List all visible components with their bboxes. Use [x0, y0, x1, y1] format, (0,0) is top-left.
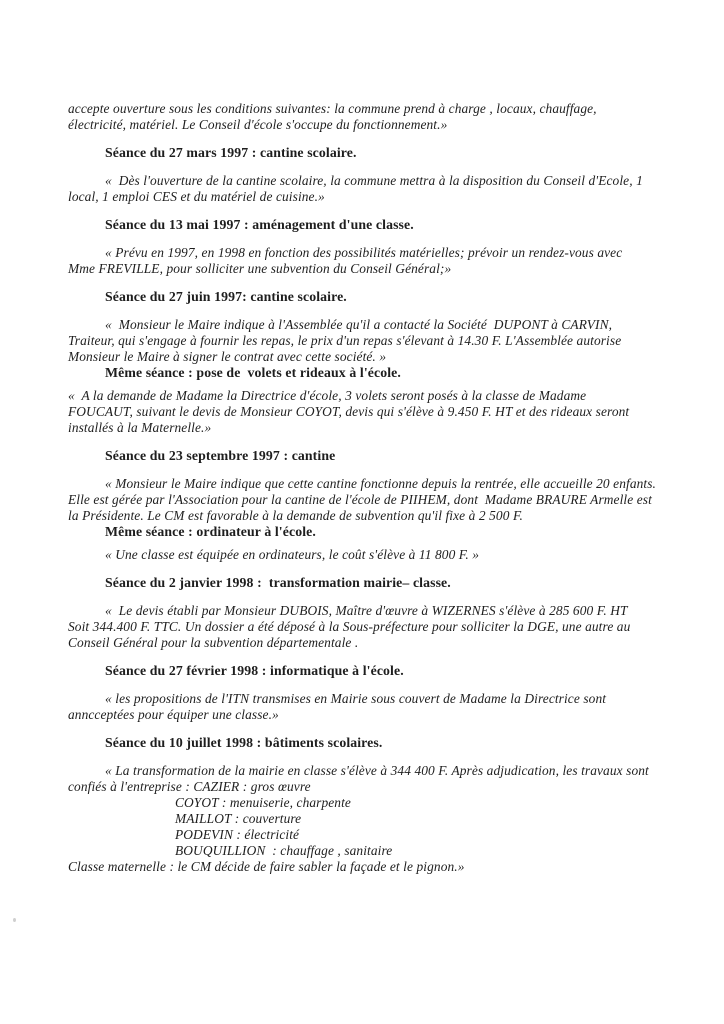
text-line: COYOT : menuiserie, charpente [175, 795, 351, 810]
text-line: Conseil Général pour la subvention départementale . [68, 635, 359, 650]
heading-line: Séance du 10 juillet 1998 : bâtiments scolaires. [105, 735, 383, 750]
meeting-heading [68, 663, 664, 679]
meeting-heading [68, 575, 664, 591]
meeting-heading [68, 365, 664, 381]
meeting-heading [68, 448, 664, 464]
text-line: « Monsieur le Maire indique à l'Assemblée qu'il a contacté la Société DUPONT à CARVIN, [105, 317, 613, 332]
heading-line: Séance du 27 février 1998 : informatique à l'école. [105, 663, 404, 678]
text-line: la Présidente. Le CM est favorable à la demande de subvention qu'il fixe à 2 500 F. [68, 508, 523, 523]
meeting-heading [68, 735, 664, 751]
heading-line: Même séance : pose de volets et rideaux à l'école. [105, 365, 401, 380]
paragraph [68, 603, 664, 651]
text-line: anncceptées pour équiper une classe.» [68, 707, 279, 722]
text-line: Elle est gérée par l'Association pour la cantine de l'école de PIIHEM, dont Madame BRAURE Armelle est [68, 492, 652, 507]
text-line: Soit 344.400 F. TTC. Un dossier a été déposé à la Sous-préfecture pour solliciter la DGE, une autre au [68, 619, 631, 634]
text-line: « Dès l'ouverture de la cantine scolaire, la commune mettra à la disposition du Conseil d'Ecole, 1 [105, 173, 643, 188]
text-line: FOUCAUT, suivant le devis de Monsieur COYOT, devis qui s'élève à 9.450 F. HT et des rideaux seront [68, 404, 630, 419]
text-line: BOUQUILLION : chauffage , sanitaire [175, 843, 393, 858]
paragraph [68, 547, 664, 563]
paragraph [68, 245, 664, 277]
text-line: Monsieur le Maire à signer le contrat avec cette société. » [68, 349, 387, 364]
heading-line: Séance du 2 janvier 1998 : transformation mairie– classe. [105, 575, 451, 590]
heading-line: Même séance : ordinateur à l'école. [105, 524, 316, 539]
text-line: Traiteur, qui s'engage à fournir les repas, le prix d'un repas s'élevant à 14.30 F. L'Assemblée autorise [68, 333, 622, 348]
meeting-heading [68, 524, 664, 540]
meeting-heading [68, 145, 664, 161]
text-line: « Le devis établi par Monsieur DUBOIS, Maître d'œuvre à WIZERNES s'élève à 285 600 F. HT [105, 603, 628, 618]
paragraph [68, 173, 664, 205]
heading-line: Séance du 27 mars 1997 : cantine scolaire. [105, 145, 357, 160]
text-line: accepte ouverture sous les conditions suivantes: la commune prend à charge , locaux, chauffage, [68, 101, 597, 116]
text-line: installés à la Maternelle.» [68, 420, 212, 435]
text-line: confiés à l'entreprise : CAZIER : gros œuvre [68, 779, 311, 794]
text-line: « A la demande de Madame la Directrice d'école, 3 volets seront posés à la classe de Madame [68, 388, 587, 403]
meeting-heading [68, 217, 664, 233]
paragraph [68, 317, 664, 365]
text-line: Mme FREVILLE, pour solliciter une subvention du Conseil Général;» [68, 261, 452, 276]
heading-line: Séance du 27 juin 1997: cantine scolaire. [105, 289, 347, 304]
meeting-heading [68, 289, 664, 305]
text-line: « Monsieur le Maire indique que cette cantine fonctionne depuis la rentrée, elle accueille 20 enfants. [105, 476, 657, 491]
text-line: « La transformation de la mairie en classe s'élève à 344 400 F. Après adjudication, les travaux sont [105, 763, 649, 778]
paragraph [68, 101, 664, 133]
text-line: « les propositions de l'ITN transmises en Mairie sous couvert de Madame la Directrice sont [105, 691, 607, 706]
heading-line: Séance du 23 septembre 1997 : cantine [105, 448, 336, 463]
paragraph [68, 388, 664, 436]
paragraph [68, 763, 664, 875]
text-line: MAILLOT : couverture [175, 811, 302, 826]
scan-artifact [13, 918, 16, 922]
paragraph [68, 691, 664, 723]
text-line: électricité, matériel. Le Conseil d'école s'occupe du fonctionnement.» [68, 117, 448, 132]
text-line: PODEVIN : électricité [175, 827, 300, 842]
text-line: « Une classe est équipée en ordinateurs, le coût s'élève à 11 800 F. » [105, 547, 480, 562]
paragraph [68, 476, 664, 524]
text-line: local, 1 emploi CES et du matériel de cuisine.» [68, 189, 325, 204]
text-line: « Prévu en 1997, en 1998 en fonction des possibilités matérielles; prévoir un rendez-vous avec [105, 245, 623, 260]
document-content [68, 101, 664, 875]
heading-line: Séance du 13 mai 1997 : aménagement d'une classe. [105, 217, 414, 232]
text-line: Classe maternelle : le CM décide de faire sabler la façade et le pignon.» [68, 859, 465, 874]
